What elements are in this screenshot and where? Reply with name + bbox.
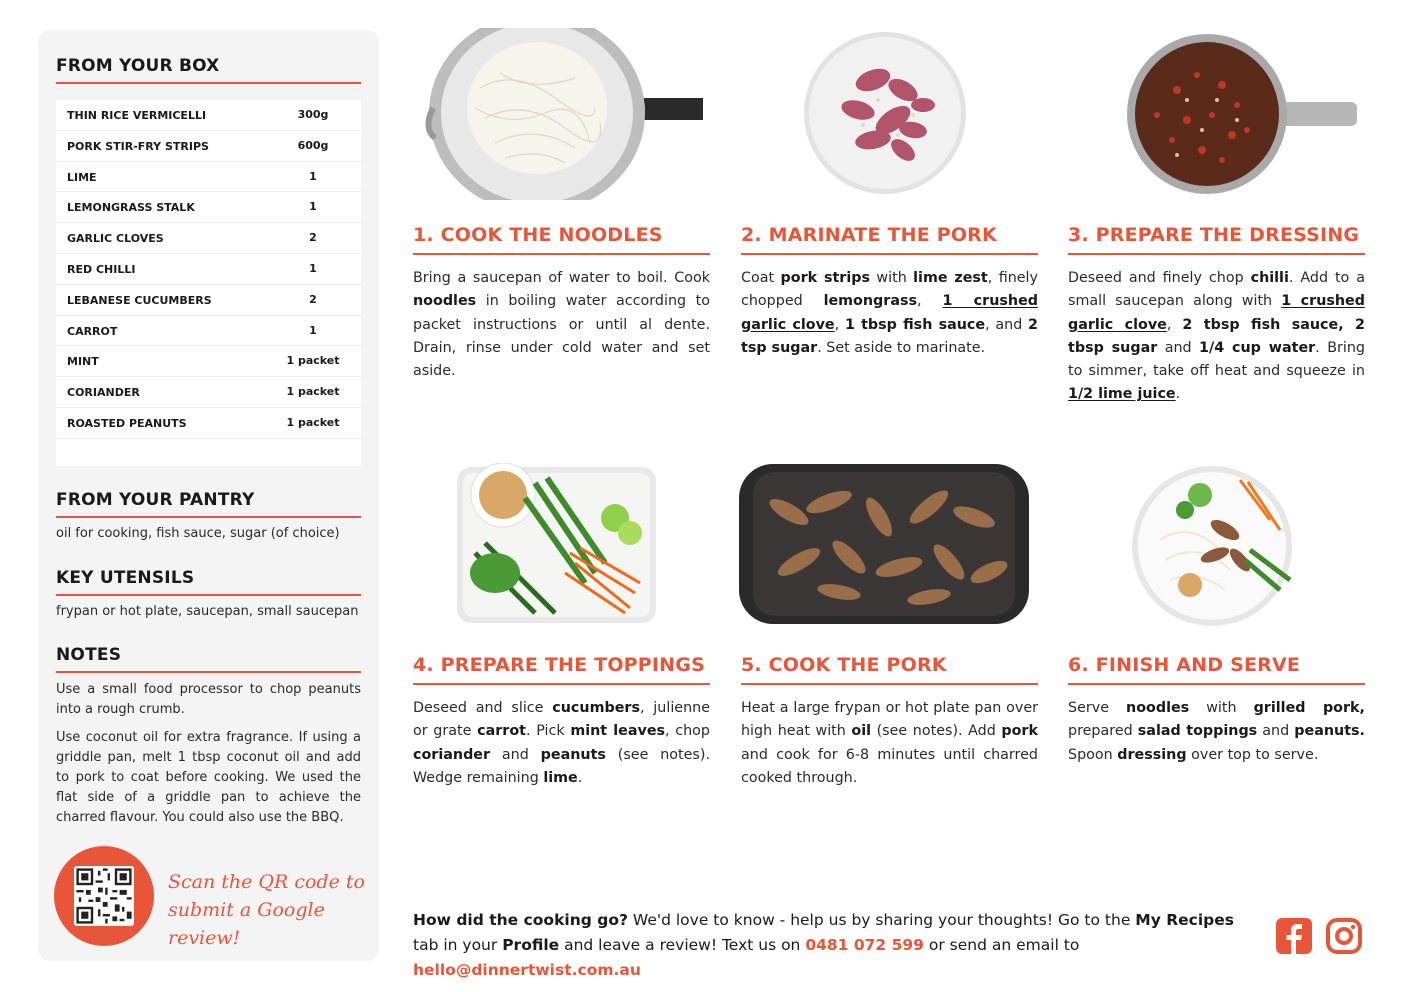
divider bbox=[741, 683, 1038, 685]
divider bbox=[413, 253, 710, 255]
divider bbox=[56, 82, 361, 84]
step-body bbox=[1068, 267, 1365, 407]
step-text: over top to serve. bbox=[1186, 746, 1319, 763]
bold-ingredient: 2 tbsp fish sauce, 2 tbsp sugar bbox=[1068, 316, 1366, 356]
linked-ingredient: 1 crushed garlic clove bbox=[1068, 293, 1365, 333]
step-title: 3. PREPARE THE DRESSING bbox=[1068, 224, 1360, 246]
finished-dish-photo bbox=[1130, 460, 1298, 628]
step-text: (see notes). Add bbox=[871, 723, 1002, 740]
bold-ingredient: coriander bbox=[413, 746, 491, 763]
step-text: Deseed and finely chop bbox=[1068, 270, 1251, 286]
ingredient-name: THIN RICE VERMICELLI bbox=[67, 109, 207, 122]
step-text: and bbox=[490, 746, 541, 763]
pantry-heading: FROM YOUR PANTRY bbox=[56, 490, 255, 510]
step-text: in boiling water according to packet instructions or until al dente. Drain, rinse under cold water and set aside. bbox=[413, 293, 710, 380]
my-recipes-label: My Recipes bbox=[1135, 911, 1234, 929]
step-text: and bbox=[1157, 339, 1200, 356]
step-text: . Set aside to marinate. bbox=[817, 339, 986, 356]
step-title: 2. MARINATE THE PORK bbox=[741, 224, 997, 246]
step-text: . Add to a small saucepan along with bbox=[1068, 270, 1365, 310]
step-text: . bbox=[1175, 386, 1181, 403]
step-text: . bbox=[577, 769, 583, 786]
divider bbox=[413, 683, 710, 685]
bold-ingredient: noodles bbox=[1126, 700, 1190, 716]
linked-ingredient: 1/2 lime juice bbox=[1068, 386, 1176, 403]
qr-cta-line: Scan the QR code to bbox=[168, 871, 365, 893]
step-text: and cook for 6-8 minutes until charred cooked through. bbox=[741, 746, 1038, 786]
noodles-photo bbox=[425, 28, 703, 200]
ingredient-qty: 1 bbox=[309, 169, 317, 183]
bold-ingredient: 1 tbsp fish sauce bbox=[844, 316, 986, 333]
bold-ingredient: cucumbers bbox=[552, 700, 640, 716]
step-text: , bbox=[834, 316, 845, 333]
footer-question: How did the cooking go? bbox=[413, 911, 628, 929]
ingredient-name: ROASTED PEANUTS bbox=[67, 416, 187, 430]
footer-text: We'd love to know - help us by sharing your thoughts! Go to the bbox=[627, 911, 1136, 929]
step-text: and bbox=[1257, 723, 1295, 740]
step-text: Serve bbox=[1068, 700, 1127, 716]
divider bbox=[1068, 683, 1365, 685]
ingredient-qty: 1 packet bbox=[286, 385, 340, 399]
step-text: Heat a large frypan or hot plate pan over high heat with bbox=[741, 700, 1038, 740]
cooked-pork-photo bbox=[739, 462, 1029, 626]
bold-ingredient: peanuts. bbox=[1294, 723, 1365, 740]
utensils-heading: KEY UTENSILS bbox=[56, 568, 195, 588]
divider bbox=[56, 671, 361, 673]
bold-ingredient: lime zest bbox=[913, 270, 988, 286]
step-text: prepared bbox=[1068, 723, 1138, 740]
ingredient-qty: 2 bbox=[309, 292, 317, 306]
ingredient-qty: 1 bbox=[309, 323, 317, 337]
instagram-icon[interactable] bbox=[1326, 918, 1362, 954]
step-text: with bbox=[1189, 700, 1254, 716]
table-row bbox=[56, 100, 361, 131]
divider bbox=[741, 253, 1038, 255]
table-row bbox=[56, 162, 361, 193]
profile-label: Profile bbox=[502, 936, 560, 954]
sidebar bbox=[38, 30, 379, 961]
utensils-text: frypan or hot plate, saucepan, small saucepan bbox=[56, 604, 359, 619]
step-body bbox=[413, 267, 710, 383]
ingredient-name: PORK STIR-FRY STRIPS bbox=[67, 139, 209, 153]
step-text: , bbox=[917, 293, 943, 310]
ingredient-qty: 1 packet bbox=[286, 415, 340, 429]
step-text: . Bring to simmer, take off heat and squeeze in bbox=[1068, 339, 1365, 380]
bold-ingredient: carrot bbox=[477, 723, 526, 740]
pork-marinade-photo bbox=[803, 30, 967, 196]
footer-text: and leave a review! Text us on bbox=[559, 936, 806, 954]
divider bbox=[56, 594, 361, 596]
ingredient-qty: 300g bbox=[297, 108, 329, 121]
step-body bbox=[1068, 697, 1365, 767]
note-2: Use coconut oil for extra fragrance. If using a griddle pan, melt 1 tbsp coconut oil and add to pork to coat before cooking. We used the flat side of a griddle pan to achieve the charred flavour. You could also use the BBQ. bbox=[56, 730, 361, 825]
bold-ingredient: oil bbox=[851, 723, 872, 740]
step-title: 4. PREPARE THE TOPPINGS bbox=[413, 654, 705, 676]
ingredient-name: CARROT bbox=[67, 324, 118, 338]
bold-ingredient: peanuts bbox=[540, 746, 606, 763]
ingredient-name: GARLIC CLOVES bbox=[67, 232, 164, 246]
step-text: Deseed and slice bbox=[413, 700, 553, 716]
linked-ingredient: 1 crushed garlic clove bbox=[741, 293, 1039, 333]
table-row bbox=[56, 408, 361, 439]
step-text: Bring a saucepan of water to boil. Cook bbox=[413, 270, 710, 286]
ingredient-name: LEMONGRASS STALK bbox=[67, 201, 195, 215]
step-text: Coat bbox=[741, 270, 781, 286]
pantry-text: oil for cooking, fish sauce, sugar (of choice) bbox=[56, 526, 340, 541]
step-title: 1. COOK THE NOODLES bbox=[413, 224, 663, 246]
bold-ingredient: salad toppings bbox=[1137, 723, 1258, 740]
ingredient-name: MINT bbox=[67, 355, 99, 369]
table-row bbox=[56, 223, 361, 254]
note-1: Use a small food processor to chop peanuts into a rough crumb. bbox=[56, 682, 361, 717]
table-row bbox=[56, 285, 361, 316]
step-text: Spoon bbox=[1068, 746, 1118, 763]
ingredient-qty: 1 bbox=[309, 200, 317, 214]
bold-ingredient: pork strips bbox=[780, 270, 871, 286]
ingredient-name: LIME bbox=[67, 170, 97, 184]
bold-ingredient: 1/4 cup water bbox=[1199, 339, 1316, 356]
bold-ingredient: pork bbox=[1001, 723, 1038, 740]
ingredient-name: CORIANDER bbox=[67, 386, 140, 400]
facebook-icon[interactable] bbox=[1276, 918, 1312, 954]
table-row bbox=[56, 131, 361, 162]
step-text: (see notes). Wedge remaining bbox=[413, 746, 710, 786]
box-heading: FROM YOUR BOX bbox=[56, 56, 220, 76]
step-text: , chop bbox=[665, 723, 710, 740]
table-row bbox=[56, 192, 361, 223]
ingredient-name: LEBANESE CUCUMBERS bbox=[67, 293, 212, 307]
qr-code-icon[interactable] bbox=[74, 866, 134, 926]
step-title: 6. FINISH AND SERVE bbox=[1068, 654, 1301, 676]
bold-ingredient: lemongrass bbox=[823, 293, 918, 310]
bold-ingredient: lime bbox=[543, 769, 578, 786]
qr-cta-line: submit a Google review! bbox=[168, 899, 325, 949]
footer-text: or send an email to bbox=[923, 936, 1080, 954]
step-title: 5. COOK THE PORK bbox=[741, 654, 947, 676]
bold-ingredient: mint leaves bbox=[570, 723, 666, 740]
bold-ingredient: grilled pork, bbox=[1253, 700, 1365, 716]
toppings-photo bbox=[455, 463, 658, 625]
footer-text: tab in your bbox=[413, 936, 503, 954]
qr-call-to-action bbox=[168, 868, 368, 952]
step-text: , and bbox=[985, 316, 1029, 333]
step-text: with bbox=[870, 270, 914, 286]
divider bbox=[56, 516, 361, 518]
table-row bbox=[56, 254, 361, 285]
ingredient-name: RED CHILLI bbox=[67, 262, 136, 276]
ingredient-qty: 2 bbox=[309, 231, 317, 245]
bold-ingredient: dressing bbox=[1117, 746, 1187, 763]
qr-badge[interactable] bbox=[54, 846, 154, 946]
step-body bbox=[741, 267, 1038, 360]
step-text: , finely chopped bbox=[741, 270, 1038, 310]
bold-ingredient: 2 tsp sugar bbox=[741, 316, 1038, 356]
bold-ingredient: chilli bbox=[1250, 270, 1289, 286]
email-link[interactable]: hello@dinnertwist.com.au bbox=[413, 961, 641, 979]
step-text: . Pick bbox=[526, 723, 571, 740]
dressing-photo bbox=[1127, 30, 1357, 200]
divider bbox=[1068, 253, 1365, 255]
ingredients-table bbox=[56, 100, 361, 466]
ingredient-qty: 600g bbox=[297, 138, 329, 152]
step-text: , julienne or grate bbox=[413, 700, 710, 740]
phone-link[interactable]: 0481 072 599 bbox=[805, 936, 924, 954]
step-body bbox=[741, 697, 1038, 790]
ingredient-qty: 1 packet bbox=[286, 354, 340, 368]
table-row bbox=[56, 346, 361, 377]
step-text: , bbox=[1166, 316, 1183, 333]
ingredient-qty: 1 bbox=[309, 261, 317, 275]
review-footer bbox=[413, 908, 1263, 983]
notes-heading: NOTES bbox=[56, 645, 122, 665]
bold-ingredient: noodles bbox=[413, 293, 477, 310]
table-row bbox=[56, 316, 361, 347]
step-body bbox=[413, 697, 710, 790]
table-row bbox=[56, 377, 361, 408]
